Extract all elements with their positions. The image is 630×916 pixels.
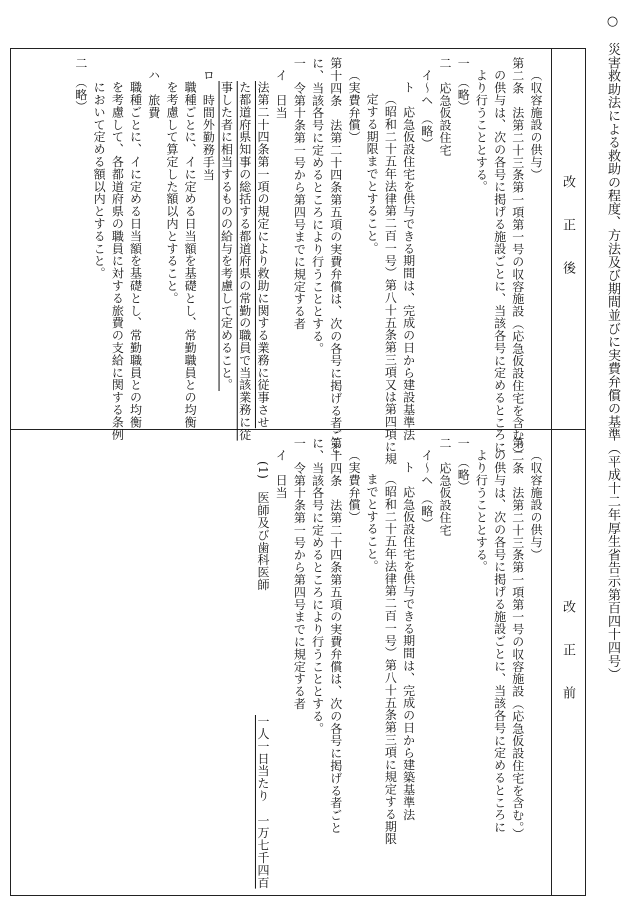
rate-item: (1) 医師及び歯科医師	[255, 461, 270, 591]
revised-line: 事した者に相当するものの給与を考慮して定めること。	[219, 81, 234, 391]
revised-line: の供与は、次の各号に掲げる施設ごとに、当該各号に定めるところに	[492, 69, 507, 454]
revised-line: イ〜ヘ （略）	[419, 69, 434, 150]
before-line: （昭和二十五年法律第二百一号）第八十五条第三項に規定する期限	[383, 473, 398, 845]
revised-line: ト 応急仮設住宅を供与できる期間は、完成の日から建設基準法	[401, 81, 416, 441]
revised-line: より行うこととする。	[474, 69, 489, 193]
revised-text	[15, 57, 545, 465]
revised-line: において定める額以内とすること。	[92, 81, 107, 280]
revised-line: 第十四条 法第二十四条第五項の実費弁償は、次の各号に掲げる者ごと	[328, 57, 343, 454]
before-text	[15, 437, 545, 889]
revised-line: 第二条 法第二十三条第一項第一号の収容施設（応急仮設住宅を含む。）	[510, 57, 525, 461]
revised-line: （昭和二十五年法律第二百一号）第八十五条第三項又は第四項に規	[383, 93, 398, 465]
revised-line: ハ 旅費	[146, 69, 161, 119]
before-line: 一 令第十条第一号から第四号までに規定する者	[292, 437, 307, 710]
header-revised: 改正後	[560, 174, 575, 304]
before-line: 第十四条 法第二十四条第五項の実費弁償は、次の各号に掲げる者ごと	[328, 437, 343, 834]
revised-line: 一 令第十条第一号から第四号までに規定する者	[292, 57, 307, 330]
before-line: イ〜ヘ （略）	[419, 449, 434, 530]
revised-line: 二 応急仮設住宅	[437, 57, 452, 157]
comparison-table	[10, 48, 586, 896]
before-line: 二 応急仮設住宅	[437, 437, 452, 537]
revised-line: を考慮して、各都道府県の職員に対する旅費の支給に関する条例	[110, 81, 125, 441]
before-line: までとすること。	[365, 473, 380, 573]
revised-line: 二 （略）	[73, 57, 88, 113]
header-before: 改正前	[560, 599, 575, 729]
revised-line: に、当該各号に定めるところにより行うこととする。	[310, 57, 325, 355]
before-line: （収容施設の供与）	[529, 449, 543, 561]
header-divider	[551, 49, 552, 895]
before-line: ト 応急仮設住宅を供与できる期間は、完成の日から建築基準法	[401, 461, 416, 821]
before-line: 第二条 法第二十三条第一項第一号の収容施設（応急仮設住宅を含む。）	[510, 437, 525, 841]
revised-line: 職種ごとに、イに定める日当額を基礎とし、常勤職員との均衡	[183, 81, 198, 429]
before-line: より行うこととする。	[474, 449, 489, 573]
before-line: に、当該各号に定めるところにより行うこととする。	[310, 437, 325, 735]
revised-line: （実費弁償）	[346, 69, 361, 144]
revised-line: 一 （略）	[456, 57, 471, 113]
revised-line: （収容施設の供与）	[529, 69, 543, 181]
document-title: ○ 災害救助法による救助の程度、方法及び期間並びに実費弁償の基準（平成十二年厚生省告示第百四十四号）	[605, 14, 620, 681]
before-line: イ 日当	[274, 449, 289, 499]
before-line: （実費弁償）	[346, 449, 361, 524]
revised-line: 定する期限までとすること。	[365, 93, 380, 255]
revised-line: 法第二十四条第一項の規定により救助に関する業務に従事させ	[255, 81, 270, 429]
revised-line: た都道府県知事の総括する都道府県の常勤の職員で当該業務に従	[237, 81, 252, 441]
before-line: の供与は、次の各号に掲げる施設ごとに、当該各号に定めるところに	[492, 449, 507, 834]
revised-line: を考慮して算定した額以内とすること。	[164, 81, 179, 305]
revised-line: 職種ごとに、イに定める日当額を基礎とし、常勤職員との均衡	[128, 81, 143, 429]
rate-amount: 一人一日当たり 一万七千四百	[255, 715, 270, 889]
revised-line: イ 日当	[274, 69, 289, 119]
rate-row	[0, 437, 272, 889]
before-line: 一 （略）	[456, 437, 471, 493]
revised-line: ロ 時間外勤務手当	[201, 69, 216, 181]
